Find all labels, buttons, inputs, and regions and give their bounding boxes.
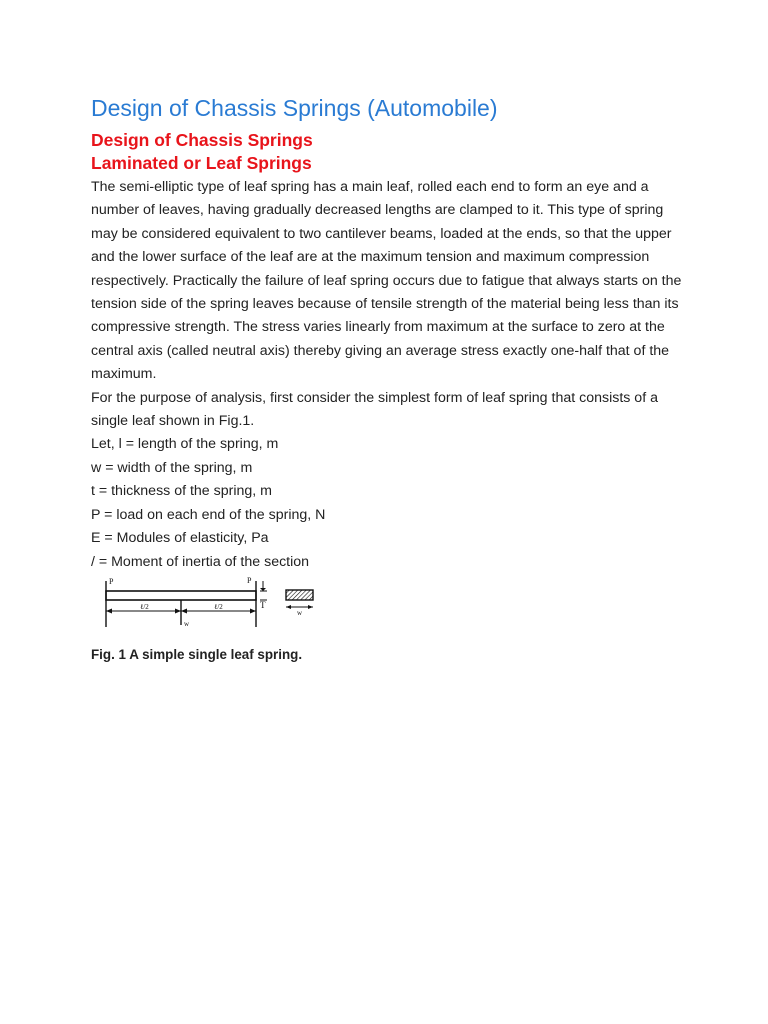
center-load-label: w: [184, 619, 190, 628]
half-length-label-right: ℓ/2: [214, 602, 223, 611]
dim-arrow-right: [250, 608, 256, 613]
cs-arrow-left: [286, 605, 291, 609]
heading-line-2: Laminated or Leaf Springs: [91, 153, 312, 173]
half-length-label-left: ℓ/2: [140, 602, 149, 611]
definition-length: Let, l = length of the spring, m: [91, 436, 279, 453]
heading-line-1: Design of Chassis Springs: [91, 130, 313, 150]
paragraph-intro: The semi-elliptic type of leaf spring has a main leaf, rolled each end to form an eye and a number of leaves, having gradually decreased lengths are clamped to it. This type of spring may be considered equivalent to two cantilever beams, loaded at the ends, so that the upper and the lower surface of the leaf are at the maximum tension and maximum compression respectively. Practically the failure of leaf spring occurs due to fatigue that always starts on the tension side of the spring leaves because of tensile strength of the material being less than its compressive strength. The stress varies linearly from maximum at the surface to zero at the central axis (called neutral axis) thereby giving an average stress exactly one-half that of the maximum.: [91, 179, 682, 383]
definition-thickness: t = thickness of the spring, m: [91, 483, 272, 500]
definition-inertia: / = Moment of inertia of the section: [91, 553, 310, 570]
section-heading: [91, 129, 691, 175]
leaf-spring-diagram: [96, 575, 321, 637]
dim-arrow-left: [106, 608, 112, 613]
load-label-right: P: [247, 575, 252, 585]
paragraph-analysis: For the purpose of analysis, first consider the simplest form of leaf spring that consists of a single leaf shown in Fig.1.: [91, 389, 658, 430]
leaf-spring-figure: [96, 575, 321, 637]
dim-arrow-mid-left: [175, 608, 181, 613]
cs-arrow-right: [308, 605, 313, 609]
dim-arrow-mid-right: [181, 608, 187, 613]
leaf-beam: [106, 591, 256, 600]
cross-section-width-label: w: [297, 608, 303, 617]
page-title: Design of Chassis Springs (Automobile): [91, 95, 498, 121]
definition-width: w = width of the spring, m: [91, 459, 253, 476]
cross-section: [286, 590, 313, 600]
document-page: [91, 92, 691, 664]
body-text: [91, 176, 691, 433]
thickness-label: T: [260, 599, 266, 610]
load-label-left: P: [109, 576, 114, 586]
definition-list: [91, 433, 691, 573]
definition-load: P = load on each end of the spring, N: [91, 506, 326, 523]
figure-caption: Fig. 1 A simple single leaf spring.: [91, 646, 303, 662]
definition-modulus: E = Modules of elasticity, Pa: [91, 530, 269, 547]
